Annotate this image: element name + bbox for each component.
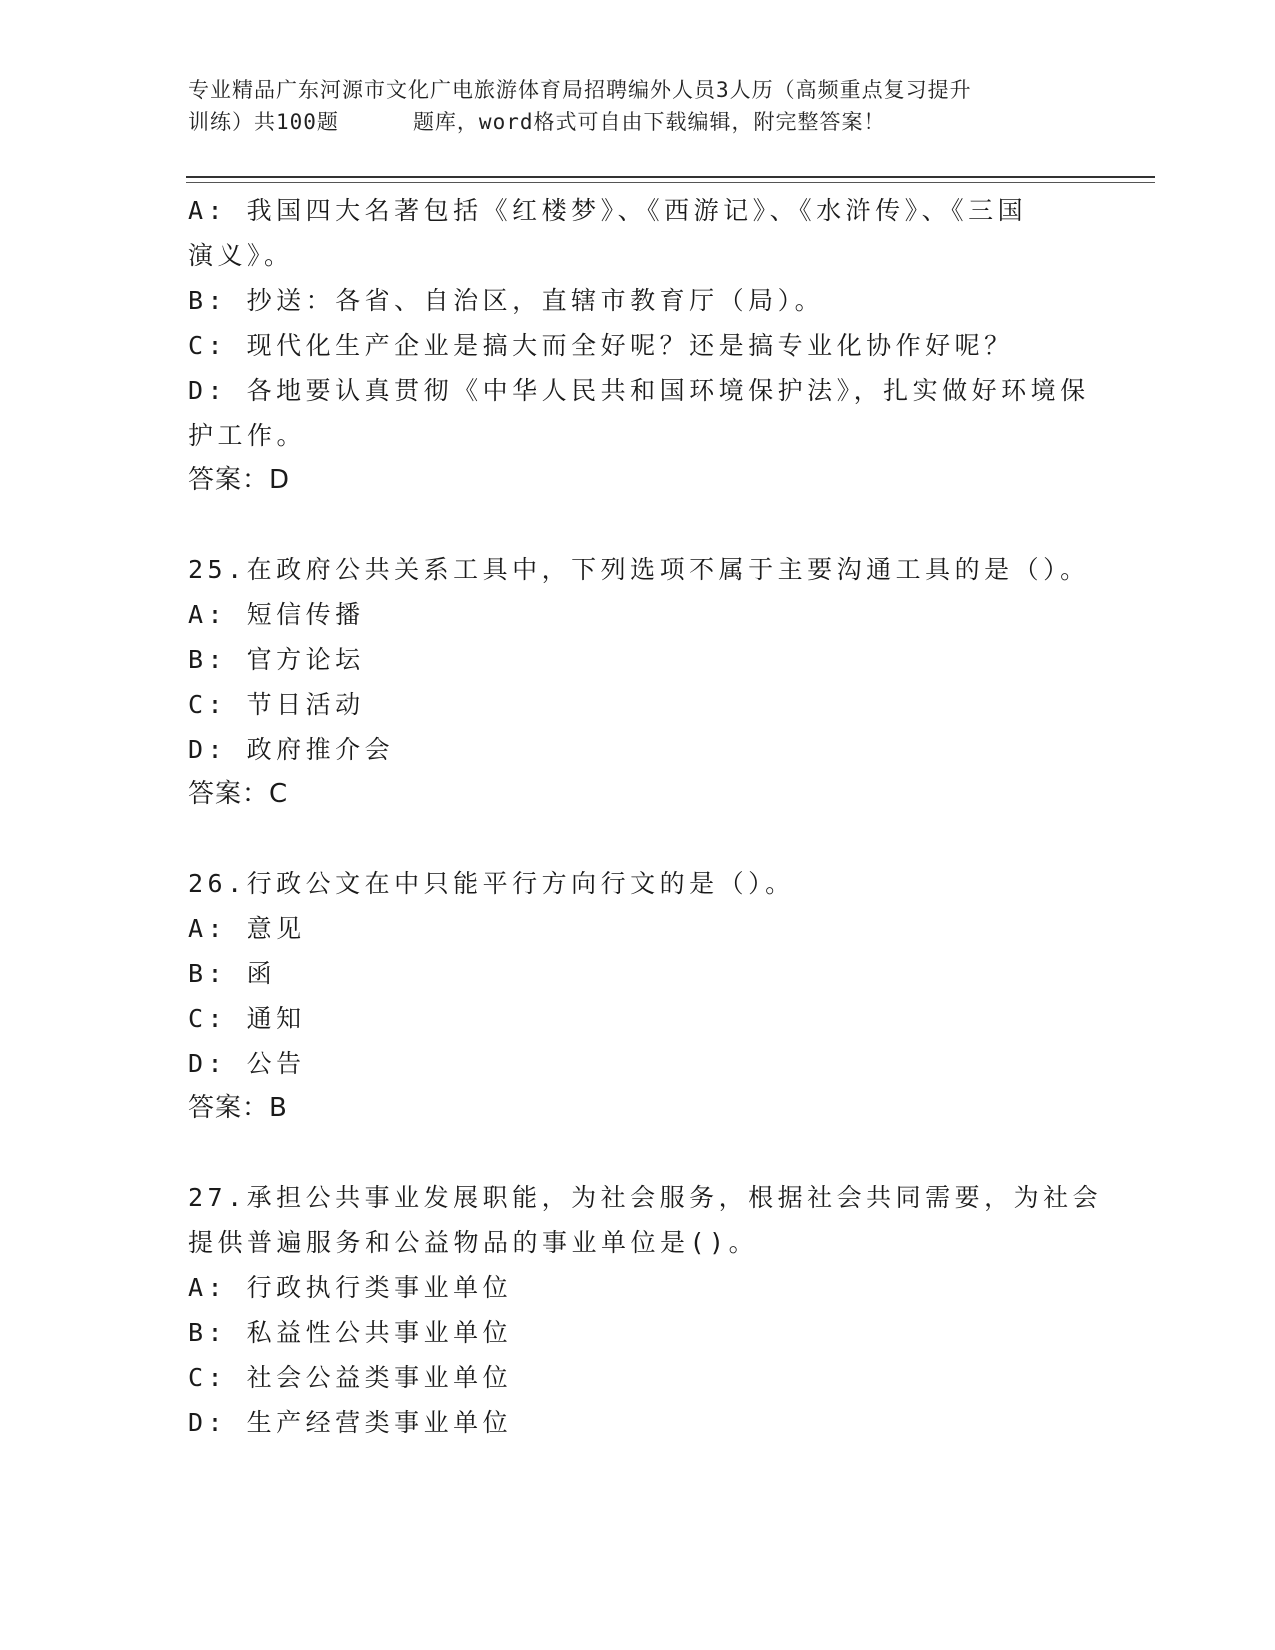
option-b: B: 官方论坛 bbox=[188, 645, 365, 674]
answer: 答案：B bbox=[188, 1093, 288, 1123]
option-c: C: 通知 bbox=[188, 1004, 306, 1033]
header-divider-thin bbox=[186, 182, 1155, 183]
answer: 答案：C bbox=[188, 779, 289, 809]
option-a-line-1: A: 我国四大名著包括《红楼梦》、《西游记》、《水浒传》、《三国 bbox=[188, 196, 1028, 225]
option-b: B: 私益性公共事业单位 bbox=[188, 1318, 513, 1347]
option-a: A: 意见 bbox=[188, 914, 306, 943]
header-title-line-2-left: 训练）共100题 bbox=[188, 110, 339, 134]
option-d: D: 政府推介会 bbox=[188, 735, 395, 764]
header-title-line-2-right: 题库，word格式可自由下载编辑，附完整答案！ bbox=[412, 110, 886, 134]
question-stem-line-2: 提供普遍服务和公益物品的事业单位是()。 bbox=[188, 1228, 759, 1257]
question-24-continued bbox=[188, 188, 1088, 503]
option-d-line-2: 护工作。 bbox=[188, 421, 307, 450]
option-a-line-2: 演义》。 bbox=[188, 241, 294, 270]
question-stem: 25.在政府公共关系工具中，下列选项不属于主要沟通工具的是（）。 bbox=[188, 555, 1090, 584]
spacer bbox=[188, 817, 1088, 861]
question-27 bbox=[188, 1175, 1103, 1445]
option-a: A: 行政执行类事业单位 bbox=[188, 1273, 513, 1302]
question-stem-line-1: 27.承担公共事业发展职能，为社会服务，根据社会共同需要，为社会 bbox=[188, 1183, 1103, 1212]
option-c: C: 社会公益类事业单位 bbox=[188, 1363, 513, 1392]
option-a: A: 短信传播 bbox=[188, 600, 365, 629]
option-d: D: 公告 bbox=[188, 1049, 306, 1078]
answer: 答案：D bbox=[188, 465, 291, 495]
option-c: C: 现代化生产企业是搞大而全好呢？还是搞专业化协作好呢？ bbox=[188, 331, 1014, 360]
header-divider bbox=[186, 176, 1155, 178]
option-c: C: 节日活动 bbox=[188, 690, 365, 719]
page-header bbox=[188, 74, 1108, 138]
question-stem: 26.行政公文在中只能平行方向行文的是（）。 bbox=[188, 869, 795, 898]
header-title-line-2 bbox=[188, 106, 1108, 138]
option-b: B: 抄送：各省、自治区，直辖市教育厅（局）。 bbox=[188, 286, 825, 315]
option-d: D: 生产经营类事业单位 bbox=[188, 1408, 513, 1437]
option-b: B: 函 bbox=[188, 959, 277, 988]
spacer bbox=[188, 1131, 1088, 1175]
question-25 bbox=[188, 547, 1088, 817]
question-26 bbox=[188, 861, 1088, 1131]
header-title-line-1: 专业精品广东河源市文化广电旅游体育局招聘编外人员3人历（高频重点复习提升 bbox=[188, 78, 972, 102]
question-content bbox=[188, 188, 1103, 1445]
spacer bbox=[188, 503, 1088, 547]
option-d-line-1: D: 各地要认真贯彻《中华人民共和国环境保护法》，扎实做好环境保 bbox=[188, 376, 1090, 405]
